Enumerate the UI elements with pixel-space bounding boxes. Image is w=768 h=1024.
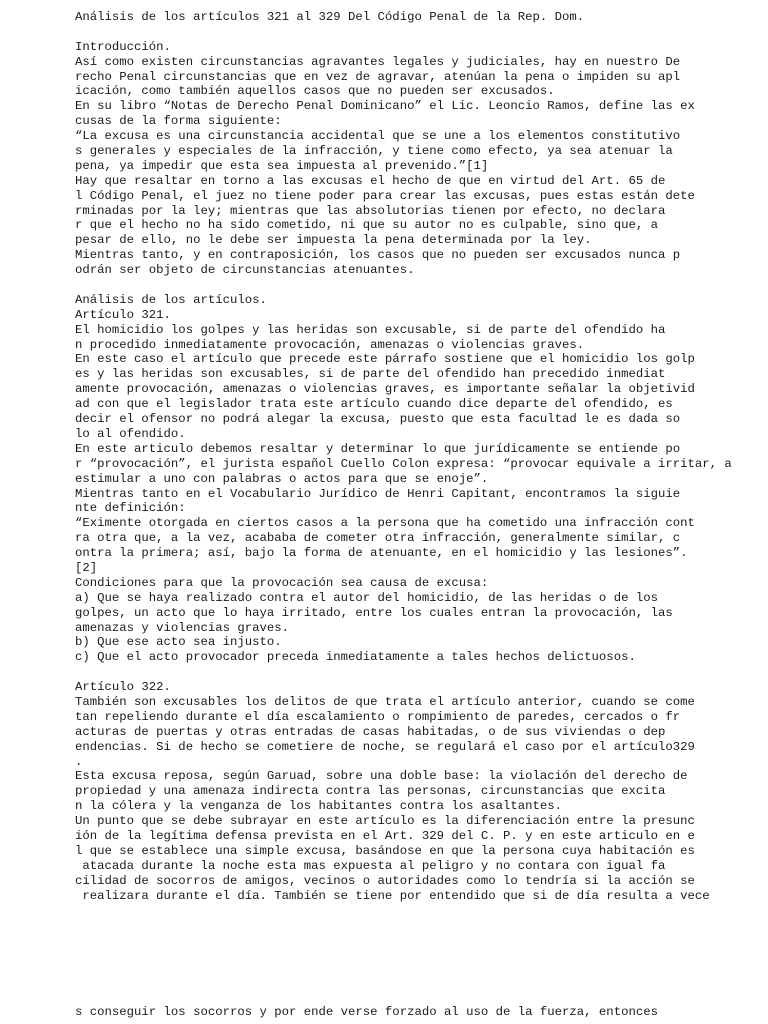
text-line: r “provocación”, el jurista español Cuello Colon expresa: “provocar equivale a irritar, a — [75, 456, 732, 471]
text-line: Hay que resaltar en torno a las excusas el hecho de que en virtud del Art. 65 de — [75, 173, 666, 188]
text-line: tan repeliendo durante el día escalamiento o rompimiento de paredes, cercados o fr — [75, 709, 681, 724]
text-line: l Código Penal, el juez no tiene poder para crear las excusas, pues estas están dete — [75, 188, 695, 203]
text-line: l que se establece una simple excusa, basándose en que la persona cuya habitación es — [75, 843, 695, 858]
text-line: acturas de puertas y otras entradas de casas habitadas, o de sus viviendas o dep — [75, 724, 666, 739]
text-line: ión de la legítima defensa prevista en el Art. 329 del C. P. y en este articulo en e — [75, 828, 695, 843]
text-line: pena, ya impedir que esta sea impuesta al prevenido.”[1] — [75, 158, 489, 173]
text-line: golpes, un acto que lo haya irritado, entre los cuales entran la provocación, las — [75, 605, 673, 620]
text-line: En este caso el artículo que precede este párrafo sostiene que el homicidio los golp — [75, 352, 695, 367]
document-body — [75, 10, 765, 903]
text-line: lo al ofendido. — [75, 426, 186, 441]
text-line: b) Que ese acto sea injusto. — [75, 635, 282, 650]
text-line: r que el hecho no ha sido cometido, ni que su autor no es culpable, sino que, a — [75, 218, 658, 233]
text-line: atacada durante la noche esta mas expuesta al peligro y no contara con igual fa — [75, 858, 666, 873]
text-line: . — [75, 754, 83, 769]
text-line: icación, como también aquellos casos que no pueden ser excusados. — [75, 84, 555, 99]
text-line: nte definición: — [75, 501, 186, 516]
blank-line — [75, 665, 765, 680]
text-line: estimular a uno con palabras o actos para que se enoje”. — [75, 471, 489, 486]
text-line: s generales y especiales de la infracción, y tiene como efecto, ya sea atenuar la — [75, 144, 673, 159]
text-line: En su libro “Notas de Derecho Penal Dominicano” el Lic. Leoncio Ramos, define las ex — [75, 99, 695, 114]
blank-line — [75, 278, 765, 293]
text-line: Esta excusa reposa, según Garuad, sobre una doble base: la violación del derecho de — [75, 769, 688, 784]
text-line: pesar de ello, no le debe ser impuesta la pena determinada por la ley. — [75, 233, 592, 248]
text-line: Un punto que se debe subrayar en este artículo es la diferenciación entre la presunc — [75, 814, 695, 829]
text-line: Así como existen circunstancias agravantes legales y judiciales, hay en nuestro De — [75, 54, 681, 69]
text-line: También son excusables los delitos de que trata el artículo anterior, cuando se come — [75, 694, 695, 709]
text-line: cilidad de socorros de amigos, vecinos o autoridades como lo tendría si la acción se — [75, 873, 695, 888]
text-line: realizara durante el día. También se tiene por entendido que si de día resulta a vece — [75, 888, 710, 903]
blank-line — [75, 25, 765, 40]
text-line: ra otra que, a la vez, acababa de cometer otra infracción, generalmente similar, c — [75, 531, 681, 546]
text-line: En este articulo debemos resaltar y determinar lo que jurídicamente se entiende po — [75, 441, 681, 456]
text-line: amente provocación, amenazas o violencias graves, es importante señalar la objetivid — [75, 382, 695, 397]
text-line: [2] — [75, 560, 98, 575]
text-line: Mientras tanto en el Vocabulario Jurídico de Henri Capitant, encontramos la siguie — [75, 486, 681, 501]
text-line: Artículo 322. — [75, 680, 171, 695]
text-line: “La excusa es una circunstancia accidental que se une a los elementos constitutivo — [75, 129, 681, 144]
text-line: Condiciones para que la provocación sea causa de excusa: — [75, 575, 489, 590]
text-line: cusas de la forma siguiente: — [75, 114, 282, 129]
text-line: Análisis de los artículos. — [75, 292, 267, 307]
text-line: odrán ser objeto de circunstancias atenuantes. — [75, 263, 415, 278]
text-line: n la cólera y la venganza de los habitantes contra los asaltantes. — [75, 799, 563, 814]
text-line: a) Que se haya realizado contra el autor del homicidio, de las heridas o de los — [75, 590, 658, 605]
text-line: Análisis de los artículos 321 al 329 Del Código Penal de la Rep. Dom. — [75, 10, 585, 24]
text-line: Mientras tanto, y en contraposición, los casos que no pueden ser excusados nunca p — [75, 248, 681, 263]
text-line: ad con que el legislador trata este artículo cuando dice departe del ofendido, es — [75, 397, 673, 412]
text-line: rminadas por la ley; mientras que las absolutorias tienen por efecto, no declara — [75, 203, 666, 218]
text-line: El homicidio los golpes y las heridas son excusable, si de parte del ofendido ha — [75, 322, 666, 337]
text-line: endencias. Si de hecho se cometiere de noche, se regulará el caso por el artículo329 — [75, 739, 695, 754]
text-line: decir el ofensor no podrá alegar la excusa, puesto que esta facultad le es dada so — [75, 412, 681, 427]
page-continuation-line: s conseguir los socorros y por ende verse forzado al uso de la fuerza, entonces — [75, 1005, 658, 1019]
text-line: es y las heridas son excusables, si de parte del ofendido han precedido inmediat — [75, 367, 666, 382]
text-line: c) Que el acto provocador preceda inmediatamente a tales hechos delictuosos. — [75, 650, 636, 665]
text-line: “Eximente otorgada en ciertos casos a la persona que ha cometido una infracción cont — [75, 516, 695, 531]
text-line: amenazas y violencias graves. — [75, 620, 290, 635]
text-line: recho Penal circunstancias que en vez de agravar, atenúan la pena o impiden su apl — [75, 69, 681, 84]
text-line: n procedido inmediatamente provocación, amenazas o violencias graves. — [75, 337, 585, 352]
text-line: Introducción. — [75, 39, 171, 54]
text-line: ontra la primera; así, bajo la forma de atenuante, en el homicidio y las lesiones”. — [75, 546, 688, 561]
text-line: propiedad y una amenaza indirecta contra las personas, circunstancias que excita — [75, 784, 666, 799]
text-line: Artículo 321. — [75, 307, 171, 322]
